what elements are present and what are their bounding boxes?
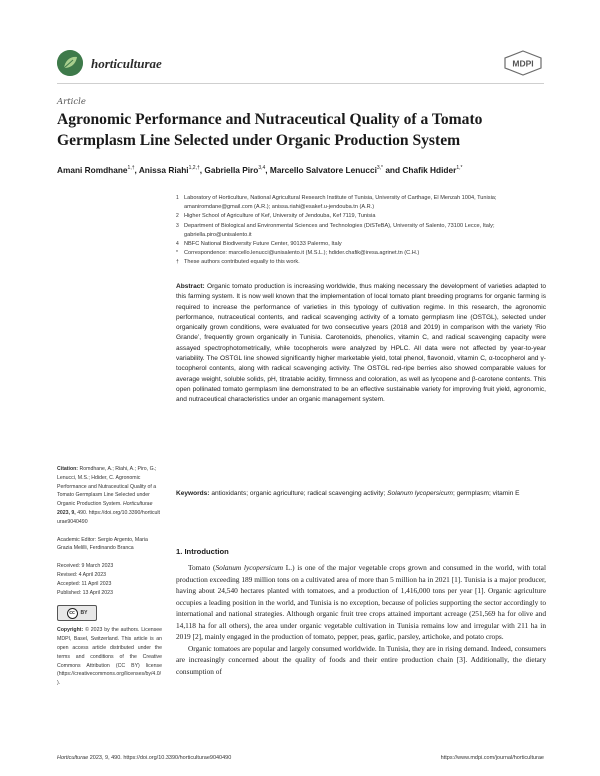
article-type: Article [57, 97, 86, 107]
citation-label: Citation: [57, 466, 79, 472]
academic-editor [57, 536, 162, 554]
abstract-text: Organic tomato production is increasing worldwide, thus making necessary the development of varieties adapted to this farming system. It is now well known that the implementation of local tomato plant breeding programs for organic farming is required to increase the performance of varieties in this typology of cultivation regime. In this research, the agronomic performance, nutraceutical contents, and radical scavenging activity of a tomato germplasm line (OSTGL), selected under organically grown conditions, were evaluated for two consecutive years (2018 and 2019) in comparison with the variety ‘Rio Grande’, frequently grown organically in Tunisia. Carotenoids, phenolics, vitamin C, and radical scavenging capacity were assayed spectrophotometrically, while tocopherols were analyzed by HPLC. All data were not affected by year-to-year variability. The OSTGL line showed significantly higher marketable yield, total phenol, flavonoid, vitamin C, α-tocopherol and γ-tocopherol contents, along with radical scavenging activity. The OSTGL red-ripe berries also showed comparable values for average weight, soluble solids, pH, titratable acidity, firmness and coloration, as well as lycopene and β-carotene contents. This open pollinated tomato germplasm line demonstrated to be an effective sustainable variety for improving fruit yield, agronomic, and nutraceutical characteristics under an organic management system. [176, 283, 546, 404]
affiliations [176, 194, 546, 268]
author-name: Gabriella Piro [204, 165, 259, 175]
author-list [57, 165, 462, 175]
affiliation-item [176, 249, 546, 258]
author-affiliation-marks: 3,4 [258, 165, 266, 172]
author-affiliation-marks: 1,* [456, 165, 463, 172]
author-separator: , [199, 165, 205, 175]
author-name: Chafik Hdider [402, 165, 457, 175]
cc-icon: cc [67, 608, 78, 619]
date-received: Received: 9 March 2023 [57, 563, 114, 570]
affiliation-text: Laboratory of Horticulture, National Agricultural Research Institute of Tunisia, University of Carthage, El Menzah 1004, Tunisia; amaniromdane@gmail.com (A.R.); anissa.riahi@esakef.u-jendouba.tn (A.R.) [184, 195, 497, 211]
author-name: Amani Romdhane [57, 165, 128, 175]
mdpi-logo-icon [503, 50, 543, 76]
date-revised: Revised: 4 April 2023 [57, 571, 107, 578]
citation-year-vol: 2023, 9, [57, 509, 76, 516]
citation-doi-link[interactable]: https://doi.org/10.3390/horticulturae9040490 [57, 509, 160, 525]
affiliation-item [176, 222, 546, 240]
affiliation-mark: 4 [176, 241, 179, 248]
footer-journal: Horticulturae [57, 755, 89, 761]
intro-p1-italic: Solanum lycopersicum [215, 563, 284, 572]
affiliation-item [176, 258, 546, 267]
footer-citation [57, 755, 231, 761]
copyright [57, 626, 162, 688]
author-separator: , [134, 165, 139, 175]
mdpi-logo-text: MDPI [512, 58, 534, 69]
section-heading-introduction: 1. Introduction [176, 547, 229, 556]
affiliation-text: NBFC National Biodiversity Future Center, 90133 Palermo, Italy [184, 241, 342, 248]
intro-p1-rest: L.) is one of the major vegetable crops grown and consumed in the world, with total production exceeding 189 million tons on a cultivated area of more than 5 million ha in 2021 [1]. Tunisia is a major producer, having about 24,540 hectares planted with tomatoes, and a production of 1,416,000 tons per year [1]. Organic agriculture occupies a leading position in the world, and Tunisia is no exception, because of policies supporting the sector accordingly to international and national strategies. Although organic fruit tree crops attained important acreage (251,569 ha for olive and 14,118 ha for all others), the area under organic vegetable cultivation in Tunisia remains low and irregular with 211 ha in 2019 [2], mainly engaged in the production of tomato, pepper, peas, garlic, parsley, artichoke, and potato crops. [176, 563, 546, 641]
date-published: Published: 13 April 2023 [57, 589, 113, 596]
journal-name: horticulturae [91, 56, 162, 71]
intro-paragraph-2: Organic tomatoes are popular and largely consumed worldwide. In Tunisia, they are in rising demand. Indeed, consumers are increasingly concerned about the quality of foods and their entire production chain [3]. Additionally, the dietary consumption of [176, 643, 546, 676]
author-separator: and [383, 165, 403, 175]
author-name: Marcello Salvatore Lenucci [269, 165, 377, 175]
affiliation-text: Higher School of Agriculture of Kef, University of Jendouba, Kef 7119, Tunisia [184, 213, 376, 220]
affiliation-text: Department of Biological and Environmental Sciences and Technologies (DiSTeBA), University of Salento, 73100 Lecce, Italy; gabriella.piro@unisalento.it [184, 222, 495, 238]
author-affiliation-marks: 1,2,† [188, 165, 200, 172]
author-separator: , [265, 165, 270, 175]
article-title: Agronomic Performance and Nutraceutical Quality of a Tomato Germplasm Line Selected under Organic Production System [57, 111, 483, 149]
affiliation-text: These authors contributed equally to this work. [184, 259, 300, 266]
author-affiliation-marks: 1,† [127, 165, 135, 172]
article-sidebar [57, 465, 162, 688]
citation-journal: Horticulturae [123, 501, 153, 508]
affiliation-item [176, 240, 546, 249]
header-divider [57, 83, 544, 84]
citation-pages: 490. [77, 509, 88, 516]
editor-label: Academic Editor: [57, 536, 97, 543]
leaf-icon [57, 50, 83, 76]
citation-text: Romdhane, A.; Riahi, A.; Piro, G.; Lenucci, M.S.; Hdider, C. Agronomic Performance and Nutraceutical Quality of a Tomato Germplasm Line Selected under Organic Production System. [57, 466, 157, 508]
author-name: Anissa Riahi [138, 165, 189, 175]
editor-names: Sergio Argento, Maria Grazia Melilli, Ferdinando Branca [57, 536, 148, 552]
footer-doi[interactable]: 2023, 9, 490. https://doi.org/10.3390/horticulturae9040490 [88, 755, 232, 761]
affiliation-mark: † [176, 259, 179, 266]
footer-journal-url[interactable]: https://www.mdpi.com/journal/horticulturae [440, 755, 544, 761]
by-label: BY [80, 609, 88, 616]
affiliation-text: Correspondence: marcello.lenucci@unisalento.it (M.S.L.); hdider.chafik@iresa.agrinet.tn (C.H.) [184, 250, 420, 257]
affiliation-mark: 1 [176, 195, 179, 201]
copyright-text: © 2023 by the authors. Licensee MDPI, Basel, Switzerland. This article is an open access article distributed under the terms and conditions of the Creative Commons Attribution (CC BY) license (https://creativecommons.org/licenses/by/4.0/). [57, 627, 162, 687]
affiliation-item [176, 194, 546, 212]
affiliation-mark: 2 [176, 213, 179, 220]
keywords-text: antioxidants; organic agriculture; radical scavenging activity; [211, 490, 388, 497]
introduction-body [176, 562, 546, 677]
abstract [176, 282, 546, 406]
affiliation-mark: 3 [176, 222, 179, 229]
date-accepted: Accepted: 11 April 2023 [57, 580, 112, 587]
intro-paragraph-1 [176, 562, 546, 643]
citation [57, 465, 162, 527]
keywords-text-end: ; germplasm; vitamin E [452, 490, 520, 497]
author-affiliation-marks: 3,* [376, 165, 384, 172]
copyright-label: Copyright: [57, 627, 84, 634]
mdpi-logo [503, 50, 543, 76]
affiliation-mark: * [176, 250, 178, 257]
keywords [176, 489, 546, 499]
keywords-label: Keywords: [176, 490, 210, 497]
affiliation-item [176, 212, 546, 221]
journal-logo [57, 50, 83, 76]
abstract-label: Abstract: [176, 283, 205, 290]
dates [57, 562, 162, 597]
keywords-italic: Solanum lycopersicum [387, 490, 453, 497]
intro-p1-start: Tomato ( [188, 563, 216, 572]
cc-by-license-badge[interactable] [57, 605, 97, 621]
